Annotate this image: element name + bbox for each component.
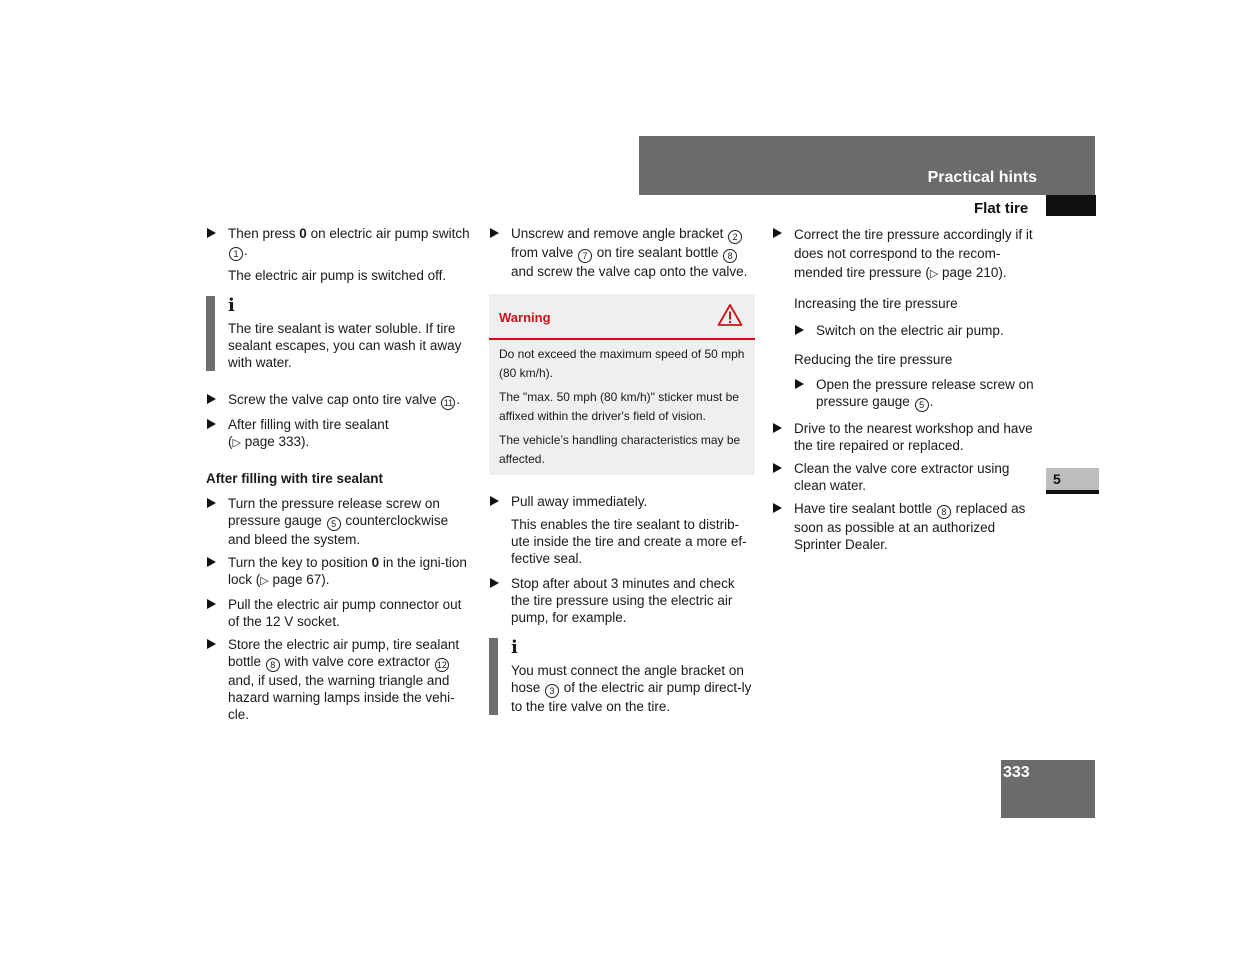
step: Turn the pressure release screw on pressure gauge 5 counterclockwise and bleed the system. bbox=[206, 495, 472, 548]
warning-label: Warning bbox=[499, 310, 551, 325]
info-note bbox=[206, 296, 472, 371]
triangle-bullet-icon bbox=[773, 463, 782, 473]
step: Screw the valve cap onto tire valve 11 . bbox=[206, 391, 472, 410]
step: Stop after about 3 minutes and check the tire pressure using the electric air pump, for example. bbox=[489, 575, 755, 626]
page-ref-arrow-icon: ▷ bbox=[929, 268, 939, 280]
step: Have tire sealant bottle 8 replaced as soon as possible at an authorized Sprinter Dealer. bbox=[772, 500, 1038, 553]
page-ref-arrow-icon: ▷ bbox=[232, 437, 241, 449]
info-icon: i bbox=[511, 637, 518, 658]
callout-number: 7 bbox=[578, 249, 592, 263]
chapter-tab bbox=[1046, 468, 1099, 494]
triangle-bullet-icon bbox=[490, 578, 499, 588]
sub-step: Switch on the electric air pump. bbox=[794, 322, 1038, 339]
triangle-bullet-icon bbox=[490, 496, 499, 506]
section-heading: After filling with tire sealant bbox=[206, 471, 384, 486]
triangle-bullet-icon bbox=[207, 599, 216, 609]
warning-text: The vehicle’s handling characteristics may be affected. bbox=[499, 433, 741, 466]
column-1 bbox=[206, 225, 472, 729]
callout-number: 5 bbox=[327, 517, 341, 531]
warning-text: Do not exceed the maximum speed of 50 mph (80 km/h). bbox=[499, 347, 745, 380]
callout-number: 12 bbox=[436, 660, 447, 670]
column-3 bbox=[772, 225, 1038, 559]
chapter-number: 5 bbox=[1053, 471, 1061, 487]
step: Turn the key to position 0 in the igni-tion lock (▷ page 67). bbox=[206, 554, 472, 590]
note-text: The tire sealant is water soluble. If tire sealant escapes, you can wash it away with water. bbox=[228, 321, 462, 370]
triangle-bullet-icon bbox=[207, 228, 216, 238]
warning-box bbox=[489, 294, 755, 475]
step: Clean the valve core extractor using clean water. bbox=[772, 460, 1038, 494]
callout-number: 8 bbox=[937, 505, 951, 519]
triangle-bullet-icon bbox=[795, 325, 804, 335]
triangle-bullet-icon bbox=[490, 228, 499, 238]
page-number-box bbox=[1001, 760, 1095, 818]
triangle-bullet-icon bbox=[207, 498, 216, 508]
step: Then press 0 on electric air pump switch 1 . bbox=[206, 225, 472, 261]
triangle-bullet-icon bbox=[773, 503, 782, 513]
sub-label: Increasing the tire pressure bbox=[794, 296, 958, 311]
warning-text: The "max. 50 mph (80 km/h)" sticker must be affixed within the driver's field of vision. bbox=[499, 390, 739, 423]
triangle-bullet-icon bbox=[795, 379, 804, 389]
page-ref-arrow-icon: ▷ bbox=[260, 575, 269, 587]
triangle-bullet-icon bbox=[207, 394, 216, 404]
step: Pull the electric air pump connector out of the 12 V socket. bbox=[206, 596, 472, 630]
step: Pull away immediately. bbox=[489, 493, 755, 510]
triangle-bullet-icon bbox=[207, 419, 216, 429]
triangle-bullet-icon bbox=[207, 557, 216, 567]
step-result: This enables the tire sealant to distrib-ute inside the tire and create a more ef-fective seal. bbox=[511, 517, 747, 566]
warning-header bbox=[489, 294, 755, 340]
page-ref-link[interactable]: page 67). bbox=[268, 572, 330, 587]
note-bar bbox=[489, 638, 498, 715]
callout-number: 11 bbox=[441, 396, 455, 410]
page-number: 333 bbox=[1003, 764, 1030, 781]
step: After filling with tire sealant (▷ page 333). bbox=[206, 416, 472, 452]
step: Store the electric air pump, tire sealant bottle 8 with valve core extractor 12 and, if used, the warning triangle and hazard warning lamps inside the vehi-cle. bbox=[206, 636, 472, 723]
page-ref-link[interactable]: page 210). bbox=[938, 265, 1007, 280]
step-result: The electric air pump is switched off. bbox=[228, 268, 447, 283]
callout-number: 8 bbox=[723, 249, 737, 263]
step: Unscrew and remove angle bracket 2 from valve 7 on tire sealant bottle 8 and screw the valve cap onto the valve. bbox=[489, 225, 755, 280]
triangle-bullet-icon bbox=[207, 639, 216, 649]
header-bar bbox=[639, 136, 1095, 195]
step: Correct the tire pressure accordingly if it does not correspond to the recom-mended tire pressure (▷ page 210). bbox=[772, 225, 1038, 283]
subsection-marker bbox=[1046, 195, 1096, 216]
section-title: Practical hints bbox=[927, 169, 1037, 186]
page-ref-link[interactable]: page 333). bbox=[240, 434, 310, 449]
triangle-bullet-icon bbox=[773, 423, 782, 433]
note-bar bbox=[206, 296, 215, 371]
step: Drive to the nearest workshop and have the tire repaired or replaced. bbox=[772, 420, 1038, 454]
callout-number: 5 bbox=[915, 398, 929, 412]
callout-number: 8 bbox=[266, 658, 280, 672]
callout-number: 2 bbox=[728, 230, 742, 244]
sub-step: Open the pressure release screw on pressure gauge 5 . bbox=[794, 376, 1038, 412]
info-note: i You must connect the angle bracket on hose 3 of the electric air pump direct-ly to the tire valve on the tire. bbox=[489, 638, 755, 715]
info-icon: i bbox=[228, 295, 235, 316]
triangle-bullet-icon bbox=[773, 228, 782, 238]
sub-label: Reducing the tire pressure bbox=[794, 352, 953, 367]
subsection-title: Flat tire bbox=[974, 200, 1029, 217]
column-2 bbox=[489, 225, 755, 735]
callout-number: 1 bbox=[229, 247, 243, 261]
callout-number: 3 bbox=[545, 684, 559, 698]
warning-triangle-icon bbox=[717, 303, 743, 327]
